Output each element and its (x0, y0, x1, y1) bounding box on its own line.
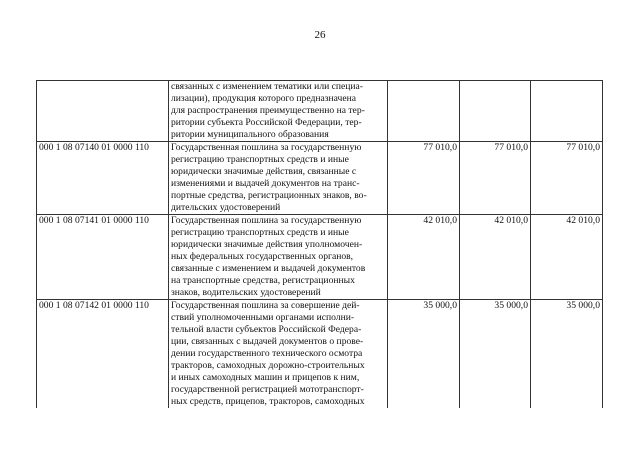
revenue-name-line: изменениями и выдачей документов на транс- (171, 178, 360, 189)
amount-cell: 77 010,0 (531, 142, 603, 215)
budget-revenue-table (36, 80, 603, 408)
revenue-name-line: связанных с изменением тематики или специа- (171, 81, 364, 92)
amount-cell: 35 000,0 (388, 300, 460, 409)
revenue-name-line: Государственная пошлина за государственную (171, 142, 362, 153)
amount-cell (531, 81, 603, 142)
revenue-name-line: регистрацию транспортных средств и иные (171, 154, 349, 165)
amount-cell: 42 010,0 (460, 215, 531, 300)
revenue-name-line: ных средств, прицепов, тракторов, самоходных (171, 396, 365, 407)
table-row (37, 300, 603, 409)
revenue-name-line: ных федеральных государственных органов, (171, 251, 354, 262)
table-row (37, 81, 603, 142)
revenue-name-line: ритории муниципального образования (171, 129, 329, 140)
revenue-name-line: тельной власти субъектов Российской Федера- (171, 324, 362, 335)
revenue-name-line: тракторов, самоходных дорожно-строительных (171, 360, 365, 371)
amount-cell: 42 010,0 (531, 215, 603, 300)
table-row (37, 215, 603, 300)
revenue-name-line: Государственная пошлина за государственную (171, 215, 362, 226)
budget-code-cell: 000 1 08 07141 01 0000 110 (37, 215, 169, 300)
revenue-name-cell (169, 300, 388, 409)
revenue-name-line: на транспортные средства, регистрационных (171, 275, 355, 286)
revenue-name-line: ствий уполномоченными органами исполни- (171, 312, 355, 323)
amount-cell: 77 010,0 (460, 142, 531, 215)
revenue-name-line: ции, связанных с выдачей документов о прове- (171, 336, 364, 347)
amount-cell: 35 000,0 (460, 300, 531, 409)
amount-cell (460, 81, 531, 142)
budget-code-cell: 000 1 08 07142 01 0000 110 (37, 300, 169, 409)
revenue-name-line: связанные с изменением и выдачей документов (171, 263, 366, 274)
amount-cell: 35 000,0 (531, 300, 603, 409)
revenue-name-line: знаков, водительских удостоверений (171, 287, 321, 298)
revenue-name-cell (169, 215, 388, 300)
revenue-name-line: государственной регистрацией мототранспорт- (171, 384, 364, 395)
amount-cell (388, 81, 460, 142)
amount-cell: 77 010,0 (388, 142, 460, 215)
page-number: 26 (314, 29, 326, 41)
revenue-name-line: регистрацию транспортных средств и иные (171, 227, 349, 238)
revenue-name-line: и иных самоходных машин и прицепов к ним, (171, 372, 360, 383)
revenue-name-cell (169, 81, 388, 142)
revenue-name-line: Государственная пошлина за совершение дей- (171, 300, 360, 311)
revenue-name-line: ритории субъекта Российской Федерации, тер- (171, 117, 362, 128)
revenue-name-line: дительских удостоверений (171, 202, 281, 213)
amount-cell: 42 010,0 (388, 215, 460, 300)
revenue-name-line: юридически значимые действия, связанные с (171, 166, 357, 177)
revenue-name-line: юридически значимые действия уполномочен- (171, 239, 363, 250)
budget-code-cell (37, 81, 169, 142)
revenue-name-line: для распространения преимущественно на тер- (171, 105, 365, 116)
budget-code-cell: 000 1 08 07140 01 0000 110 (37, 142, 169, 215)
table-row (37, 142, 603, 215)
revenue-name-line: дении государственного технического осмотра (171, 348, 363, 359)
revenue-name-line: лизации), продукция которого предназначена (171, 93, 357, 104)
revenue-name-cell (169, 142, 388, 215)
revenue-name-line: портные средства, регистрационных знаков, во- (171, 190, 367, 201)
